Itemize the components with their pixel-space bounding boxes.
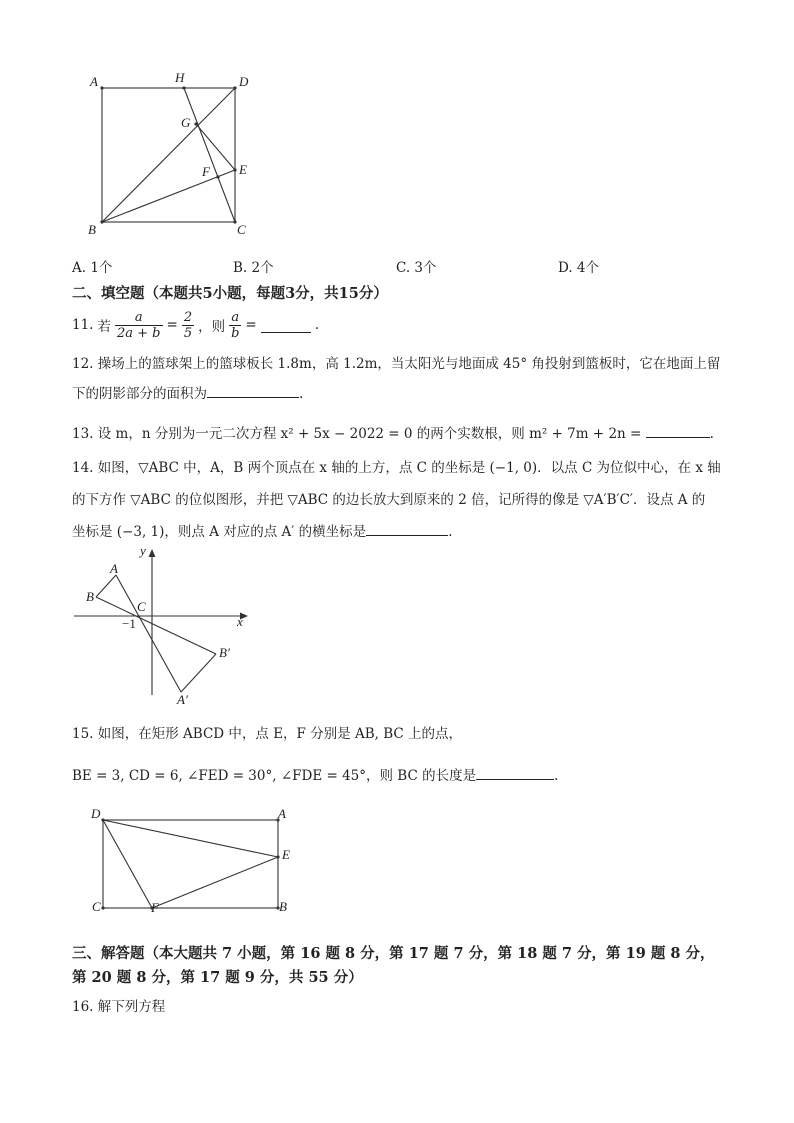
q15-line2-row [72, 764, 558, 784]
q11-frac3: $\frac{a}{b}$ [231, 309, 240, 341]
q14-line1: 14. 如图，▽ABC 中，A，B 两个顶点在 x 轴的上方，点 C 的坐标是 (−1, 0)．以点 C 为位似中心，在 x 轴 [72, 460, 721, 476]
q13 [72, 422, 714, 442]
q12-line1: 12. 操场上的篮球架上的篮球板长 1.8m，高 1.2m，当太阳光与地面成 45° 角投射到篮板时，它在地面上留 [72, 356, 721, 372]
q16-text: 16. 解下列方程 [72, 999, 166, 1015]
label-B: B [88, 222, 96, 237]
coord-label-y: y [140, 543, 146, 558]
coord-label-neg1: −1 [122, 616, 136, 631]
label-G: G [181, 115, 191, 130]
q14-line2: 的下方作 ▽ABC 的位似图形，并把 ▽ABC 的边长放大到原来的 2 倍，记所得的像是 ▽A′B′C′．设点 A 的 [72, 492, 706, 508]
q13-text: 13. 设 m，n 分别为一元二次方程 x² + 5x − 2022 = 0 的两个实数根，则 m² + 7m + 2n = [72, 426, 642, 442]
coord-label-Bp: B′ [219, 645, 230, 660]
coord-label-B: B [86, 589, 94, 604]
q15-line1: 15. 如图，在矩形 ABCD 中，点 E，F 分别是 AB, BC 上的点， [72, 726, 463, 742]
coord-label-A: A [110, 561, 118, 576]
q15-line2: BE = 3, CD = 6, ∠FED = 30°, ∠FDE = 45°，则 BC 的长度是 [72, 768, 477, 784]
q11-end: . [314, 317, 320, 333]
q11-frac1: $\frac{a}{2a + b}$ [116, 309, 161, 341]
q11-frac2: $\frac{2}{5}$ [183, 309, 193, 341]
label-E: E [239, 162, 247, 177]
coord-label-C: C [137, 599, 146, 614]
coord-diagram [0, 545, 794, 705]
coord-label-Ap: A′ [177, 692, 188, 707]
choice-d: D. 4个 [558, 260, 600, 276]
q13-end: . [709, 426, 714, 442]
q11 [72, 305, 319, 345]
label-D: D [239, 74, 249, 89]
rect-label-C: C [92, 899, 101, 914]
rect-label-F: F [151, 900, 159, 915]
choice-c: C. 3个 [396, 260, 437, 276]
choice-b: B. 2个 [233, 260, 274, 276]
q12-answer-blank[interactable] [207, 383, 299, 398]
q14-line3: 坐标是 (−3, 1)，则点 A 对应的点 A′ 的横坐标是 [72, 524, 367, 540]
q11-eq2: = [245, 317, 257, 333]
q11-prefix: 若 [97, 319, 111, 335]
q12-end: . [299, 386, 304, 402]
square-diagram [0, 0, 794, 260]
q12-line2: 下的阴影部分的面积为 [72, 386, 207, 402]
rect-label-A: A [278, 806, 286, 821]
section2-title: 二、填空题（本题共5小题，每题3分，共15分） [72, 285, 388, 302]
q11-num: 11. [72, 317, 94, 333]
label-C: C [237, 222, 246, 237]
rect-diagram [0, 810, 794, 910]
q14-end: . [448, 524, 453, 540]
rect-label-E: E [282, 847, 290, 862]
label-A: A [90, 74, 98, 89]
coord-label-x: x [237, 614, 243, 629]
q11-mid: ，则 [198, 319, 226, 335]
section3-line1: 三、解答题（本大题共 7 小题，第 16 题 8 分，第 17 题 7 分，第 18 题 7 分，第 19 题 8 分， [72, 945, 715, 962]
q15-answer-blank[interactable] [476, 765, 554, 780]
q11-answer-blank[interactable] [261, 318, 311, 333]
choice-a: A. 1个 [72, 260, 113, 276]
q14-line3-row [72, 520, 452, 540]
q15-end: . [554, 768, 559, 784]
label-H: H [175, 70, 185, 85]
rect-label-B: B [279, 899, 287, 914]
q12-line2-row [72, 382, 303, 402]
q11-eq: = [166, 317, 178, 333]
q13-answer-blank[interactable] [646, 423, 710, 438]
section3-line2: 第 20 题 8 分，第 17 题 9 分，共 55 分） [72, 969, 363, 986]
q14-answer-blank[interactable] [366, 521, 448, 536]
rect-label-D: D [91, 806, 101, 821]
label-F: F [202, 164, 210, 179]
